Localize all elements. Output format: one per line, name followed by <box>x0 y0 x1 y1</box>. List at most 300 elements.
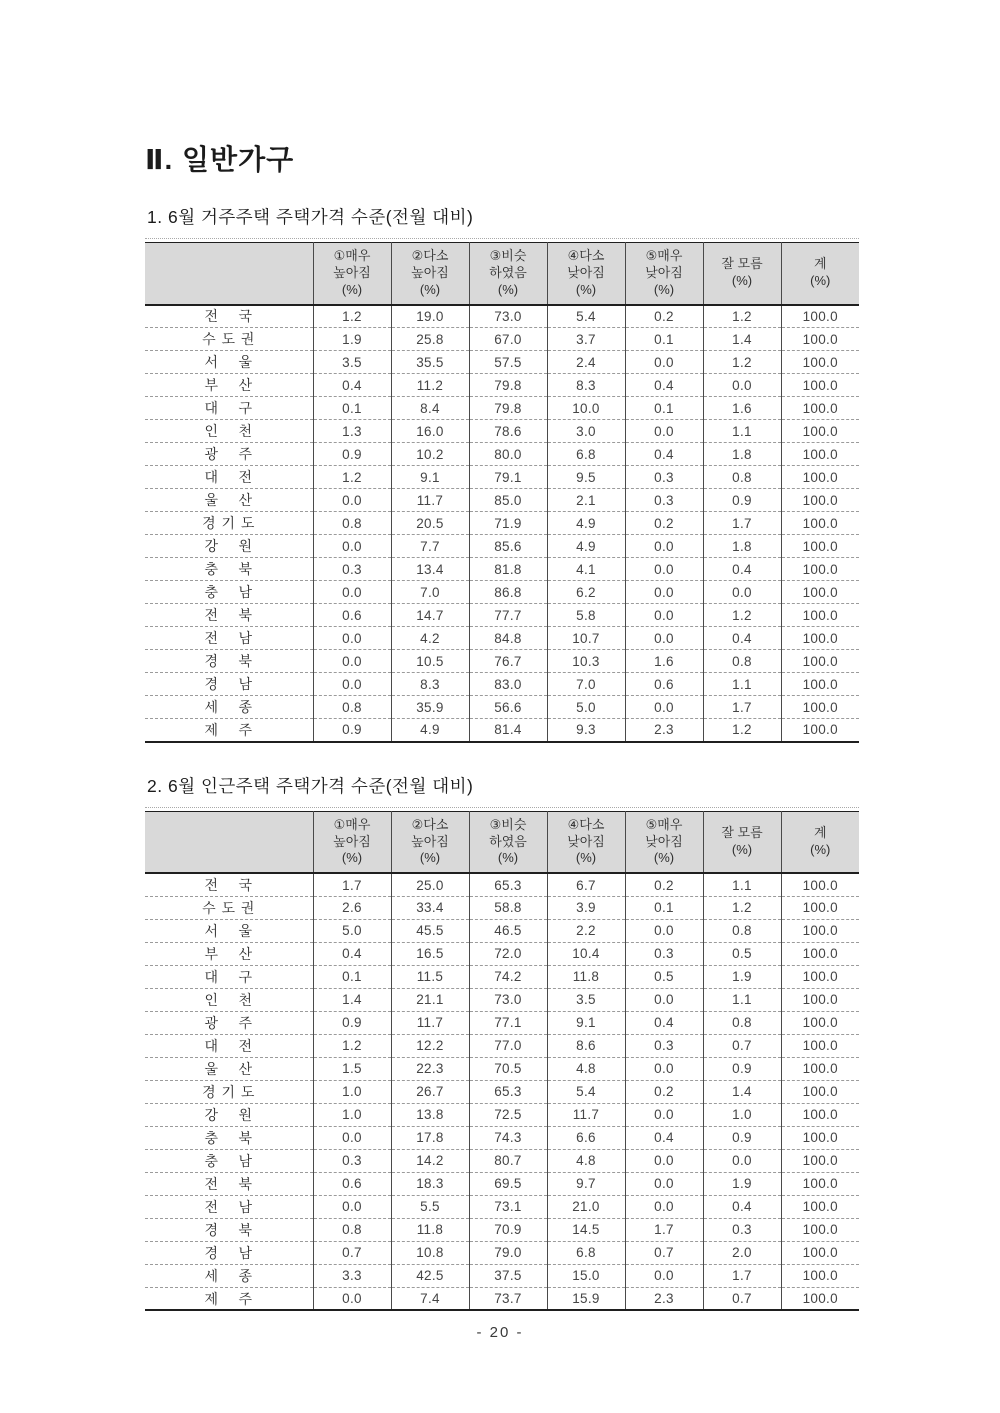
value-cell: 2.0 <box>703 1241 781 1264</box>
value-cell: 100.0 <box>781 1218 859 1241</box>
value-cell: 1.2 <box>703 719 781 742</box>
value-cell: 1.4 <box>703 1080 781 1103</box>
value-cell: 100.0 <box>781 673 859 696</box>
value-cell: 0.3 <box>625 466 703 489</box>
value-cell: 0.0 <box>703 581 781 604</box>
value-cell: 0.0 <box>625 535 703 558</box>
value-cell: 100.0 <box>781 604 859 627</box>
value-cell: 0.2 <box>625 873 703 896</box>
value-cell: 5.0 <box>547 696 625 719</box>
value-cell: 0.8 <box>703 1011 781 1034</box>
region-cell: 대 전 <box>145 1034 313 1057</box>
value-cell: 0.4 <box>625 1126 703 1149</box>
region-cell: 세 종 <box>145 1264 313 1287</box>
value-cell: 8.3 <box>391 673 469 696</box>
value-cell: 0.0 <box>625 696 703 719</box>
value-cell: 4.8 <box>547 1057 625 1080</box>
value-cell: 0.0 <box>313 1195 391 1218</box>
value-cell: 1.1 <box>703 673 781 696</box>
value-cell: 100.0 <box>781 466 859 489</box>
region-cell: 충 북 <box>145 1126 313 1149</box>
value-cell: 1.2 <box>313 466 391 489</box>
value-cell: 100.0 <box>781 581 859 604</box>
value-cell: 4.9 <box>547 512 625 535</box>
value-cell: 100.0 <box>781 1034 859 1057</box>
region-cell: 강 원 <box>145 535 313 558</box>
value-cell: 1.8 <box>703 535 781 558</box>
value-cell: 0.0 <box>625 919 703 942</box>
value-cell: 1.4 <box>703 328 781 351</box>
value-cell: 0.6 <box>313 604 391 627</box>
value-cell: 1.0 <box>313 1080 391 1103</box>
region-cell: 제 주 <box>204 721 254 738</box>
value-cell: 5.8 <box>547 604 625 627</box>
value-cell: 100.0 <box>781 1195 859 1218</box>
value-cell: 81.4 <box>469 719 547 742</box>
value-cell: 79.8 <box>469 374 547 397</box>
value-cell: 0.4 <box>625 1011 703 1034</box>
region-cell: 경 남 <box>145 673 313 696</box>
value-cell: 2.6 <box>313 896 391 919</box>
table-row <box>145 305 859 328</box>
value-cell: 100.0 <box>781 942 859 965</box>
value-cell: 0.9 <box>703 1126 781 1149</box>
value-cell: 3.9 <box>547 896 625 919</box>
value-cell: 0.3 <box>703 1218 781 1241</box>
value-cell: 0.0 <box>625 988 703 1011</box>
column-header: 잘 모름 (%) <box>703 811 781 873</box>
value-cell: 1.0 <box>313 1103 391 1126</box>
value-cell: 100.0 <box>781 1241 859 1264</box>
value-cell: 0.4 <box>625 443 703 466</box>
page-number: - 20 - <box>476 1324 524 1341</box>
value-cell: 70.9 <box>469 1218 547 1241</box>
section-neighborhood <box>145 773 858 1312</box>
value-cell: 81.8 <box>469 558 547 581</box>
value-cell: 2.3 <box>625 1287 703 1310</box>
value-cell: 0.9 <box>313 1011 391 1034</box>
value-cell: 0.4 <box>313 374 391 397</box>
value-cell: 100.0 <box>781 1264 859 1287</box>
value-cell: 46.5 <box>469 919 547 942</box>
value-cell: 35.9 <box>391 696 469 719</box>
value-cell: 100.0 <box>781 873 859 896</box>
value-cell: 1.2 <box>313 1034 391 1057</box>
value-cell: 5.4 <box>547 305 625 328</box>
value-cell: 100.0 <box>781 1103 859 1126</box>
value-cell: 0.9 <box>703 489 781 512</box>
value-cell: 77.0 <box>469 1034 547 1057</box>
value-cell: 4.9 <box>391 719 469 742</box>
section-2-title: 2. 6월 인근주택 주택가격 수준(전월 대비) <box>147 775 474 796</box>
value-cell: 0.0 <box>313 650 391 673</box>
value-cell: 2.2 <box>547 919 625 942</box>
value-cell: 0.8 <box>703 466 781 489</box>
value-cell: 8.4 <box>391 397 469 420</box>
value-cell: 16.5 <box>391 942 469 965</box>
value-cell: 19.0 <box>391 305 469 328</box>
table-row <box>145 627 859 650</box>
value-cell: 25.8 <box>391 328 469 351</box>
region-cell: 울 산 <box>145 489 313 512</box>
value-cell: 22.3 <box>391 1057 469 1080</box>
column-header: 잘 모름 (%) <box>703 243 781 305</box>
value-cell: 1.1 <box>703 420 781 443</box>
value-cell: 0.0 <box>703 374 781 397</box>
value-cell: 1.3 <box>313 420 391 443</box>
value-cell: 35.5 <box>391 351 469 374</box>
value-cell: 0.0 <box>625 1057 703 1080</box>
value-cell: 85.6 <box>469 535 547 558</box>
value-cell: 100.0 <box>781 1287 859 1310</box>
region-cell: 강 원 <box>145 1103 313 1126</box>
table-row <box>145 719 859 742</box>
value-cell: 14.7 <box>391 604 469 627</box>
table-row <box>145 1011 859 1034</box>
value-cell: 0.0 <box>625 558 703 581</box>
value-cell: 0.9 <box>313 719 391 742</box>
column-header: ④다소 낮아짐 (%) <box>547 243 625 305</box>
value-cell: 86.8 <box>469 581 547 604</box>
value-cell: 79.1 <box>469 466 547 489</box>
value-cell: 0.5 <box>625 965 703 988</box>
value-cell: 0.7 <box>313 1241 391 1264</box>
value-cell: 1.1 <box>703 988 781 1011</box>
data-table <box>145 811 859 1312</box>
value-cell: 33.4 <box>391 896 469 919</box>
value-cell: 1.7 <box>703 1264 781 1287</box>
value-cell: 67.0 <box>469 328 547 351</box>
value-cell: 0.4 <box>703 558 781 581</box>
value-cell: 0.1 <box>313 397 391 420</box>
value-cell: 0.1 <box>313 965 391 988</box>
region-cell: 전 남 <box>145 627 313 650</box>
column-header: ⑤매우 낮아짐 (%) <box>625 243 703 305</box>
value-cell: 9.3 <box>547 719 625 742</box>
value-cell: 85.0 <box>469 489 547 512</box>
value-cell: 0.4 <box>703 627 781 650</box>
column-header: ①매우 높아짐 (%) <box>313 243 391 305</box>
value-cell: 0.0 <box>625 1195 703 1218</box>
value-cell: 0.0 <box>625 627 703 650</box>
value-cell: 0.0 <box>313 1287 391 1310</box>
value-cell: 1.6 <box>625 650 703 673</box>
value-cell: 100.0 <box>781 558 859 581</box>
table-row <box>145 1195 859 1218</box>
value-cell: 4.1 <box>547 558 625 581</box>
section-residence <box>145 204 858 743</box>
value-cell: 100.0 <box>781 305 859 328</box>
table-row <box>145 328 859 351</box>
value-cell: 15.0 <box>547 1264 625 1287</box>
value-cell: 72.0 <box>469 942 547 965</box>
value-cell: 1.7 <box>625 1218 703 1241</box>
value-cell: 57.5 <box>469 351 547 374</box>
value-cell: 0.7 <box>703 1287 781 1310</box>
value-cell: 10.7 <box>547 627 625 650</box>
value-cell: 20.5 <box>391 512 469 535</box>
region-cell: 전 남 <box>145 1195 313 1218</box>
region-cell: 울 산 <box>145 1057 313 1080</box>
value-cell: 6.8 <box>547 1241 625 1264</box>
value-cell: 3.3 <box>313 1264 391 1287</box>
value-cell: 73.7 <box>469 1287 547 1310</box>
document-title: Ⅱ. 일반가구 <box>145 144 295 175</box>
value-cell: 0.8 <box>703 650 781 673</box>
region-cell: 세 종 <box>145 696 313 719</box>
region-cell: 경 북 <box>145 1218 313 1241</box>
value-cell: 100.0 <box>781 627 859 650</box>
value-cell: 84.8 <box>469 627 547 650</box>
value-cell: 0.1 <box>625 397 703 420</box>
value-cell: 0.0 <box>625 1264 703 1287</box>
value-cell: 5.0 <box>313 919 391 942</box>
value-cell: 12.2 <box>391 1034 469 1057</box>
value-cell: 100.0 <box>781 328 859 351</box>
table-row <box>145 942 859 965</box>
table-row <box>145 604 859 627</box>
value-cell: 100.0 <box>781 965 859 988</box>
region-cell: 전 국 <box>145 305 313 328</box>
value-cell: 45.5 <box>391 919 469 942</box>
column-header: ③비슷 하였음 (%) <box>469 243 547 305</box>
table-row <box>145 535 859 558</box>
value-cell: 10.0 <box>547 397 625 420</box>
value-cell: 100.0 <box>781 1172 859 1195</box>
value-cell: 1.0 <box>703 1103 781 1126</box>
value-cell: 100.0 <box>781 988 859 1011</box>
value-cell: 0.4 <box>625 374 703 397</box>
region-cell: 부 산 <box>145 942 313 965</box>
value-cell: 100.0 <box>781 650 859 673</box>
value-cell: 0.0 <box>625 1149 703 1172</box>
table-row <box>145 988 859 1011</box>
value-cell: 0.3 <box>625 1034 703 1057</box>
value-cell: 4.2 <box>391 627 469 650</box>
value-cell: 14.5 <box>547 1218 625 1241</box>
value-cell: 100.0 <box>781 443 859 466</box>
region-column-header <box>145 243 313 305</box>
table-row <box>145 512 859 535</box>
value-cell: 42.5 <box>391 1264 469 1287</box>
value-cell: 69.5 <box>469 1172 547 1195</box>
value-cell: 100.0 <box>781 351 859 374</box>
column-header: 계 (%) <box>781 243 859 305</box>
value-cell: 0.3 <box>625 942 703 965</box>
region-cell: 전 국 <box>145 873 313 896</box>
value-cell: 72.5 <box>469 1103 547 1126</box>
value-cell: 7.0 <box>547 673 625 696</box>
table-row <box>145 896 859 919</box>
value-cell: 100.0 <box>781 1080 859 1103</box>
table-row <box>145 1126 859 1149</box>
value-cell: 65.3 <box>469 873 547 896</box>
value-cell: 74.3 <box>469 1126 547 1149</box>
value-cell: 73.0 <box>469 305 547 328</box>
table-row <box>145 581 859 604</box>
value-cell: 58.8 <box>469 896 547 919</box>
value-cell: 0.0 <box>313 1126 391 1149</box>
value-cell: 0.0 <box>625 604 703 627</box>
value-cell: 1.2 <box>703 896 781 919</box>
value-cell: 0.7 <box>703 1034 781 1057</box>
region-cell: 광 주 <box>145 443 313 466</box>
value-cell: 18.3 <box>391 1172 469 1195</box>
value-cell: 0.8 <box>313 1218 391 1241</box>
table-row <box>145 1264 859 1287</box>
region-cell: 충 남 <box>145 581 313 604</box>
value-cell: 11.7 <box>391 1011 469 1034</box>
price-level-table-residence <box>145 238 859 743</box>
value-cell: 70.5 <box>469 1057 547 1080</box>
value-cell: 1.7 <box>703 696 781 719</box>
value-cell: 13.8 <box>391 1103 469 1126</box>
value-cell: 9.1 <box>391 466 469 489</box>
region-cell: 서 울 <box>145 351 313 374</box>
table-row <box>145 443 859 466</box>
region-column-header <box>145 811 313 873</box>
value-cell: 74.2 <box>469 965 547 988</box>
value-cell: 0.1 <box>625 328 703 351</box>
table-row <box>145 650 859 673</box>
value-cell: 11.2 <box>391 374 469 397</box>
value-cell: 14.2 <box>391 1149 469 1172</box>
value-cell: 11.7 <box>391 489 469 512</box>
table-row <box>145 351 859 374</box>
region-cell: 인 천 <box>145 988 313 1011</box>
value-cell: 11.8 <box>547 965 625 988</box>
table-row <box>145 1057 859 1080</box>
table-row <box>145 420 859 443</box>
value-cell: 4.8 <box>547 1149 625 1172</box>
data-table <box>145 242 859 743</box>
value-cell: 2.3 <box>625 719 703 742</box>
value-cell: 0.8 <box>313 512 391 535</box>
value-cell: 9.7 <box>547 1172 625 1195</box>
value-cell: 100.0 <box>781 1149 859 1172</box>
value-cell: 0.0 <box>313 673 391 696</box>
region-cell: 대 구 <box>145 965 313 988</box>
section-1-title: 1. 6월 거주주택 주택가격 수준(전월 대비) <box>147 207 474 227</box>
value-cell: 3.0 <box>547 420 625 443</box>
value-cell: 16.0 <box>391 420 469 443</box>
table-row <box>145 873 859 896</box>
region-cell: 충 북 <box>145 558 313 581</box>
value-cell: 8.3 <box>547 374 625 397</box>
table-row <box>145 558 859 581</box>
value-cell: 3.5 <box>547 988 625 1011</box>
value-cell: 15.9 <box>547 1287 625 1310</box>
region-cell: 인 천 <box>145 420 313 443</box>
value-cell: 100.0 <box>781 489 859 512</box>
value-cell: 0.0 <box>625 351 703 374</box>
value-cell: 0.0 <box>313 627 391 650</box>
value-cell: 1.9 <box>313 328 391 351</box>
column-header: ③비슷 하였음 (%) <box>469 811 547 873</box>
value-cell: 13.4 <box>391 558 469 581</box>
table-row <box>145 919 859 942</box>
value-cell: 1.7 <box>313 873 391 896</box>
value-cell: 0.2 <box>625 512 703 535</box>
value-cell: 0.6 <box>625 673 703 696</box>
value-cell: 73.0 <box>469 988 547 1011</box>
value-cell: 7.0 <box>391 581 469 604</box>
column-header: ⑤매우 낮아짐 (%) <box>625 811 703 873</box>
value-cell: 11.7 <box>547 1103 625 1126</box>
value-cell: 1.5 <box>313 1057 391 1080</box>
value-cell: 0.6 <box>313 1172 391 1195</box>
table-row <box>145 1103 859 1126</box>
value-cell: 1.9 <box>703 1172 781 1195</box>
value-cell: 1.8 <box>703 443 781 466</box>
table-row <box>145 489 859 512</box>
value-cell: 3.5 <box>313 351 391 374</box>
table-row <box>145 397 859 420</box>
value-cell: 1.2 <box>703 604 781 627</box>
value-cell: 0.4 <box>703 1195 781 1218</box>
value-cell: 80.0 <box>469 443 547 466</box>
value-cell: 0.0 <box>313 581 391 604</box>
value-cell: 0.0 <box>313 535 391 558</box>
value-cell: 10.4 <box>547 942 625 965</box>
value-cell: 100.0 <box>781 1011 859 1034</box>
value-cell: 65.3 <box>469 1080 547 1103</box>
value-cell: 1.4 <box>313 988 391 1011</box>
value-cell: 10.3 <box>547 650 625 673</box>
value-cell: 6.8 <box>547 443 625 466</box>
value-cell: 2.1 <box>547 489 625 512</box>
value-cell: 77.1 <box>469 1011 547 1034</box>
value-cell: 1.9 <box>703 965 781 988</box>
value-cell: 10.8 <box>391 1241 469 1264</box>
value-cell: 11.8 <box>391 1218 469 1241</box>
value-cell: 0.8 <box>703 919 781 942</box>
value-cell: 25.0 <box>391 873 469 896</box>
value-cell: 56.6 <box>469 696 547 719</box>
value-cell: 0.7 <box>625 1241 703 1264</box>
value-cell: 4.9 <box>547 535 625 558</box>
value-cell: 6.2 <box>547 581 625 604</box>
value-cell: 0.3 <box>313 1149 391 1172</box>
region-cell: 전 북 <box>145 1172 313 1195</box>
value-cell: 0.2 <box>625 305 703 328</box>
table-row <box>145 1034 859 1057</box>
value-cell: 1.6 <box>703 397 781 420</box>
value-cell: 79.8 <box>469 397 547 420</box>
value-cell: 5.4 <box>547 1080 625 1103</box>
region-cell: 충 남 <box>145 1149 313 1172</box>
value-cell: 0.2 <box>625 1080 703 1103</box>
value-cell: 83.0 <box>469 673 547 696</box>
value-cell: 1.2 <box>313 305 391 328</box>
table-row <box>145 374 859 397</box>
region-cell: 대 구 <box>145 397 313 420</box>
value-cell: 0.1 <box>625 896 703 919</box>
value-cell: 100.0 <box>781 696 859 719</box>
value-cell: 78.6 <box>469 420 547 443</box>
value-cell: 0.0 <box>625 1172 703 1195</box>
value-cell: 100.0 <box>781 512 859 535</box>
table-row <box>145 1149 859 1172</box>
table-row <box>145 1218 859 1241</box>
value-cell: 0.5 <box>703 942 781 965</box>
value-cell: 0.9 <box>313 443 391 466</box>
value-cell: 0.0 <box>625 420 703 443</box>
value-cell: 77.7 <box>469 604 547 627</box>
value-cell: 0.0 <box>703 1149 781 1172</box>
region-cell: 경 기 도 <box>145 512 313 535</box>
value-cell: 71.9 <box>469 512 547 535</box>
